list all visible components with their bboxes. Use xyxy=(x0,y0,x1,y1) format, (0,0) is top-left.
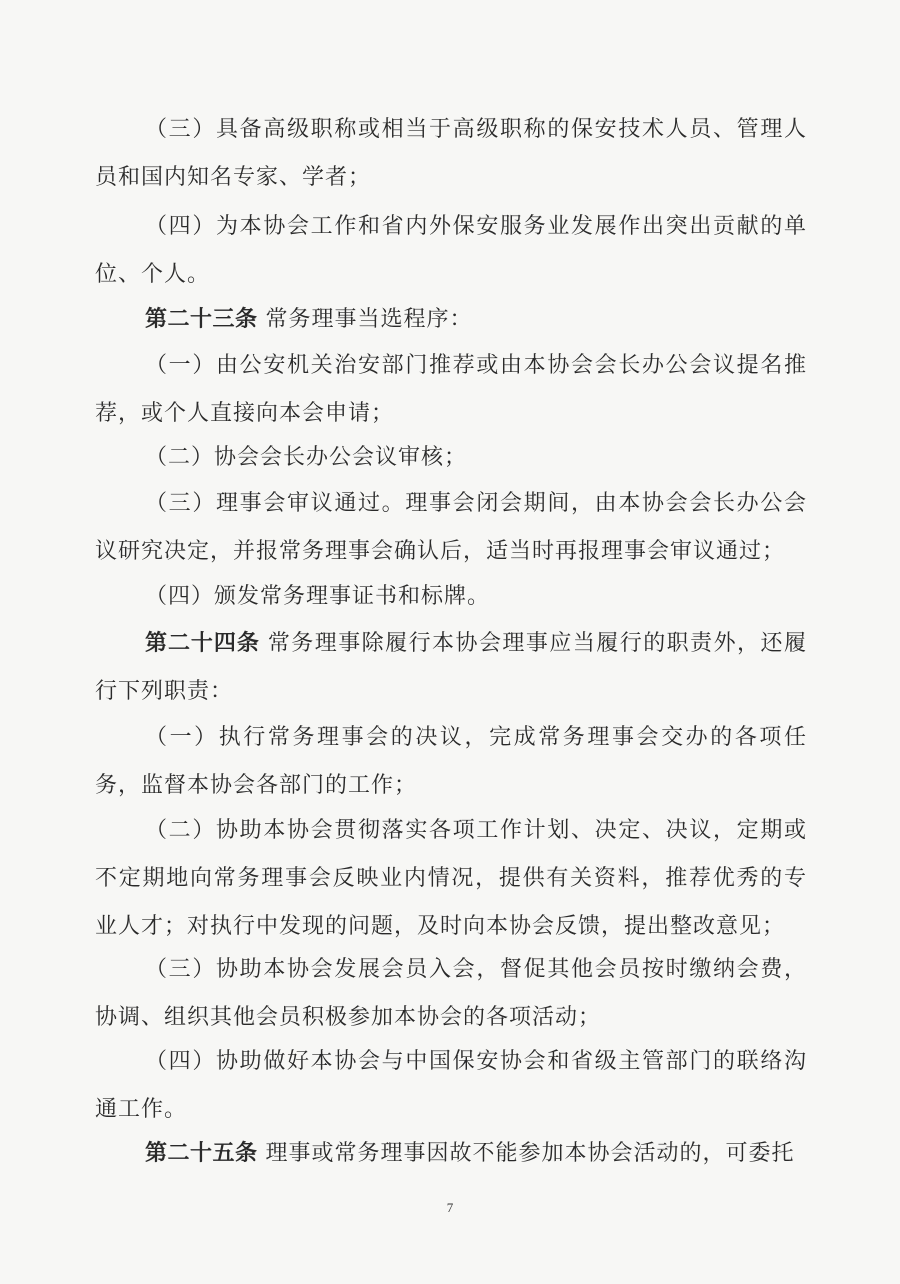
article-number: 第二十三条 xyxy=(145,307,258,332)
paragraph-5 xyxy=(95,434,807,482)
paragraph-text: （四）协助做好本协会与中国保安协会和省级主管部门的联络沟通工作。 xyxy=(95,1049,807,1122)
paragraph-article-24 xyxy=(95,620,807,716)
paragraph-text: （一）执行常务理事会的决议，完成常务理事会交办的各项任务，监督本协会各部门的工作； xyxy=(95,725,807,798)
paragraph-7 xyxy=(95,573,807,621)
paragraph-text: （二）协助本协会贯彻落实各项工作计划、决定、决议，定期或不定期地向常务理事会反映业内情况，提供有关资料，推荐优秀的专业人才；对执行中发现的问题，及时向本协会反馈，提出整改意见； xyxy=(95,818,807,939)
paragraph-12 xyxy=(95,1038,807,1134)
article-number: 第二十四条 xyxy=(145,631,260,656)
paragraph-1 xyxy=(95,106,807,202)
paragraph-text: （二）协会会长办公会议审核； xyxy=(145,445,468,470)
paragraph-text: （三）协助本协会发展会员入会，督促其他会员按时缴纳会费，协调、组织其他会员积极参加本协会的各项活动； xyxy=(95,957,807,1030)
paragraph-4 xyxy=(95,342,807,438)
paragraph-text: 常务理事当选程序： xyxy=(265,307,473,332)
paragraph-10 xyxy=(95,807,807,951)
paragraph-article-23 xyxy=(95,296,807,344)
paragraph-text: （一）由公安机关治安部门推荐或由本协会会长办公会议提名推荐，或个人直接向本会申请； xyxy=(95,353,807,426)
paragraph-2 xyxy=(95,203,807,299)
paragraph-text: 常务理事除履行本协会理事应当履行的职责外，还履行下列职责： xyxy=(95,631,807,704)
paragraph-text: （四）为本协会工作和省内外保安服务业发展作出突出贡献的单位、个人。 xyxy=(95,214,807,287)
paragraph-text: （四）颁发常务理事证书和标牌。 xyxy=(145,584,491,609)
paragraph-text: 理事或常务理事因故不能参加本协会活动的，可委托 xyxy=(265,1141,795,1166)
paragraph-9 xyxy=(95,714,807,810)
article-number: 第二十五条 xyxy=(145,1141,258,1166)
paragraph-6 xyxy=(95,480,807,576)
paragraph-text: （三）具备高级职称或相当于高级职称的保安技术人员、管理人员和国内知名专家、学者； xyxy=(95,117,807,190)
paragraph-text: （三）理事会审议通过。理事会闭会期间，由本协会会长办公会议研究决定，并报常务理事会确认后，适当时再报理事会审议通过； xyxy=(95,491,807,564)
page-number: 7 xyxy=(446,1200,454,1215)
paragraph-11 xyxy=(95,946,807,1042)
paragraph-article-25 xyxy=(95,1130,807,1178)
